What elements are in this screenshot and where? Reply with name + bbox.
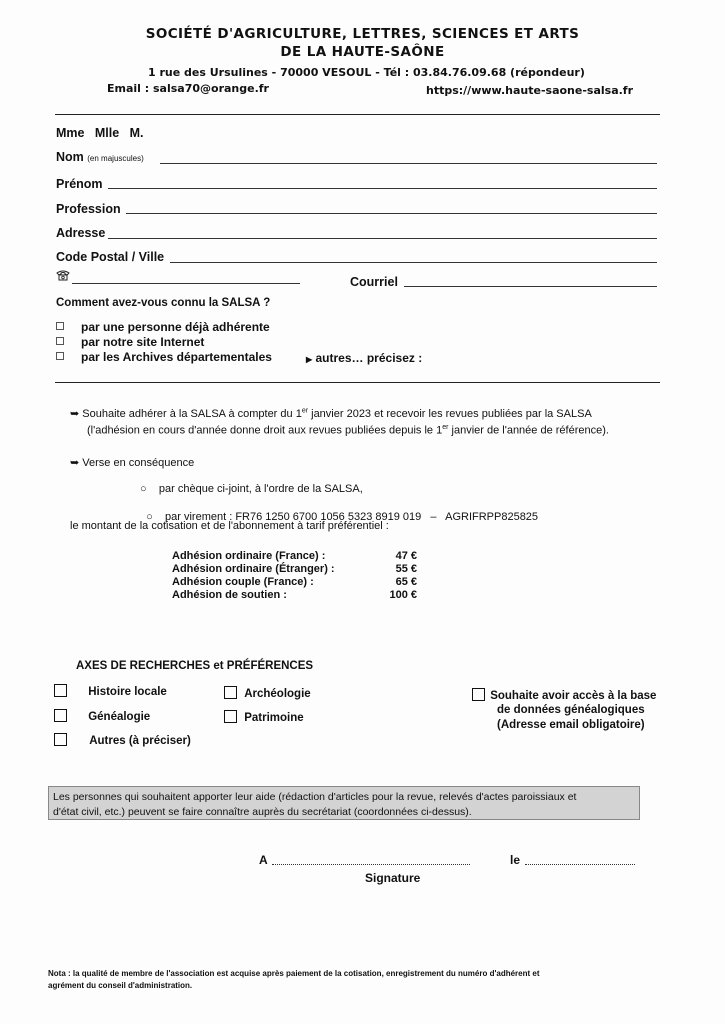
checkbox-icon[interactable] xyxy=(224,686,237,699)
society-website: https://www.haute-saone-salsa.fr xyxy=(426,84,634,97)
society-address: 1 rue des Ursulines - 70000 VESOUL - Tél : 03.84.76.09.68 (répondeur) xyxy=(148,66,585,79)
adresse-field[interactable] xyxy=(108,238,657,239)
payment-virement[interactable]: ○ par virement : FR76 1250 6700 1056 5323 8919 019 – AGRIFRPP825825 xyxy=(146,511,539,523)
montant-line: le montant de la cotisation et de l'abonnement à tarif préférentiel : xyxy=(70,520,389,532)
research-histoire[interactable] xyxy=(54,684,167,698)
header-divider xyxy=(55,114,660,115)
research-base[interactable] xyxy=(472,688,656,702)
society-title: SOCIÉTÉ D'AGRICULTURE, LETTRES, SCIENCES ET ARTS xyxy=(145,26,580,42)
source-option-label: par les Archives départementales xyxy=(81,350,272,364)
checkbox-icon[interactable] xyxy=(54,709,67,722)
footnote-line1: Nota : la qualité de membre de l'association est acquise après paiement de la cotisation, enregistrement du numéro d'adhérent et xyxy=(48,969,540,978)
nom-hint: (en majuscules) xyxy=(87,154,144,163)
nom-label xyxy=(56,150,144,164)
research-archeologie[interactable] xyxy=(224,686,311,700)
research-genealogie[interactable] xyxy=(54,709,150,723)
date-field[interactable] xyxy=(525,864,635,865)
place-field[interactable] xyxy=(272,864,470,865)
volunteer-notice xyxy=(48,786,640,820)
checkbox-icon[interactable] xyxy=(56,337,64,345)
fee-label: Adhésion de soutien : xyxy=(172,589,287,601)
checkbox-icon[interactable] xyxy=(472,688,485,701)
radio-icon[interactable]: ○ xyxy=(140,483,147,495)
research-autres-label: Autres (à préciser) xyxy=(89,735,191,747)
arrow-icon: ➥ xyxy=(70,457,80,469)
research-patrimoine[interactable] xyxy=(224,710,304,724)
profession-label: Profession xyxy=(56,202,121,216)
nom-field[interactable] xyxy=(160,163,657,164)
courriel-label: Courriel xyxy=(350,275,398,289)
checkbox-icon[interactable] xyxy=(54,684,67,697)
place-label: A xyxy=(259,853,268,867)
source-option-website[interactable] xyxy=(56,335,204,349)
radio-icon[interactable]: ○ xyxy=(146,511,153,523)
society-email: Email : salsa70@orange.fr xyxy=(107,82,269,95)
volunteer-notice-line2: d'état civil, etc.) peuvent se faire connaître auprès du secrétariat (coordonnées ci-dessus). xyxy=(53,806,472,818)
date-label: le xyxy=(510,853,521,867)
source-option-archives[interactable] xyxy=(56,350,272,364)
cp-ville-field[interactable] xyxy=(170,262,657,263)
membership-line1: ➥ Souhaite adhérer à la SALSA à compter du 1er janvier 2023 et recevoir les revues publiées par la SALSA xyxy=(70,407,592,420)
source-option-adherent[interactable] xyxy=(56,320,270,334)
research-base-line3: (Adresse email obligatoire) xyxy=(497,719,645,731)
fee-label: Adhésion couple (France) : xyxy=(172,576,314,588)
research-title: AXES DE RECHERCHES et PRÉFÉRENCES xyxy=(76,660,314,672)
research-autres[interactable] xyxy=(54,733,191,747)
adresse-label: Adresse xyxy=(56,226,106,240)
telephone-field[interactable] xyxy=(72,283,300,284)
checkbox-icon[interactable] xyxy=(56,322,64,330)
research-base-line1: Souhaite avoir accès à la base xyxy=(490,690,657,702)
research-patrimoine-label: Patrimoine xyxy=(244,712,304,724)
courriel-field[interactable] xyxy=(404,286,657,287)
checkbox-icon[interactable] xyxy=(54,733,67,746)
research-base-line2: de données généalogiques xyxy=(497,704,645,716)
fee-price: 55 € xyxy=(395,563,417,575)
fee-price: 65 € xyxy=(395,576,417,588)
fee-price: 47 € xyxy=(395,550,417,562)
membership-line2: (l'adhésion en cours d'année donne droit aux revues publiées depuis le 1er janvier de l'année de référence). xyxy=(87,424,609,437)
telephone-icon xyxy=(56,268,70,280)
source-other-label: autres… précisez : xyxy=(315,351,423,365)
footnote-line2: agrément du conseil d'administration. xyxy=(48,981,193,990)
triangle-right-icon: ▶ xyxy=(306,355,313,364)
checkbox-icon[interactable] xyxy=(56,352,64,360)
arrow-icon: ➥ xyxy=(70,408,80,420)
research-histoire-label: Histoire locale xyxy=(88,686,167,698)
research-archeologie-label: Archéologie xyxy=(244,688,311,700)
civility-label: Mme Mlle M. xyxy=(56,126,144,140)
signature-label: Signature xyxy=(365,871,421,885)
society-subtitle: DE LA HAUTE-SAÔNE xyxy=(280,44,445,60)
source-other[interactable] xyxy=(306,351,422,365)
prenom-label: Prénom xyxy=(56,177,103,191)
fee-label: Adhésion ordinaire (France) : xyxy=(172,550,326,562)
section-divider xyxy=(55,382,660,383)
footnote xyxy=(48,968,668,992)
fee-price: 100 € xyxy=(389,589,417,601)
volunteer-notice-line1: Les personnes qui souhaitent apporter leur aide (rédaction d'articles pour la revue, relevés d'actes paroissiaux et xyxy=(53,791,577,803)
checkbox-icon[interactable] xyxy=(224,710,237,723)
payment-cheque[interactable]: ○ par chèque ci-joint, à l'ordre de la SALSA, xyxy=(140,483,363,495)
fee-label: Adhésion ordinaire (Étranger) : xyxy=(172,563,335,575)
source-option-label: par notre site Internet xyxy=(81,335,205,349)
prenom-field[interactable] xyxy=(108,188,657,189)
source-question: Comment avez-vous connu la SALSA ? xyxy=(56,297,271,309)
research-genealogie-label: Généalogie xyxy=(88,711,151,723)
cp-ville-label: Code Postal / Ville xyxy=(56,250,165,264)
nom-text: Nom xyxy=(56,150,84,164)
profession-field[interactable] xyxy=(126,213,657,214)
verse-line: ➥ Verse en conséquence xyxy=(70,457,195,469)
source-option-label: par une personne déjà adhérente xyxy=(81,320,270,334)
